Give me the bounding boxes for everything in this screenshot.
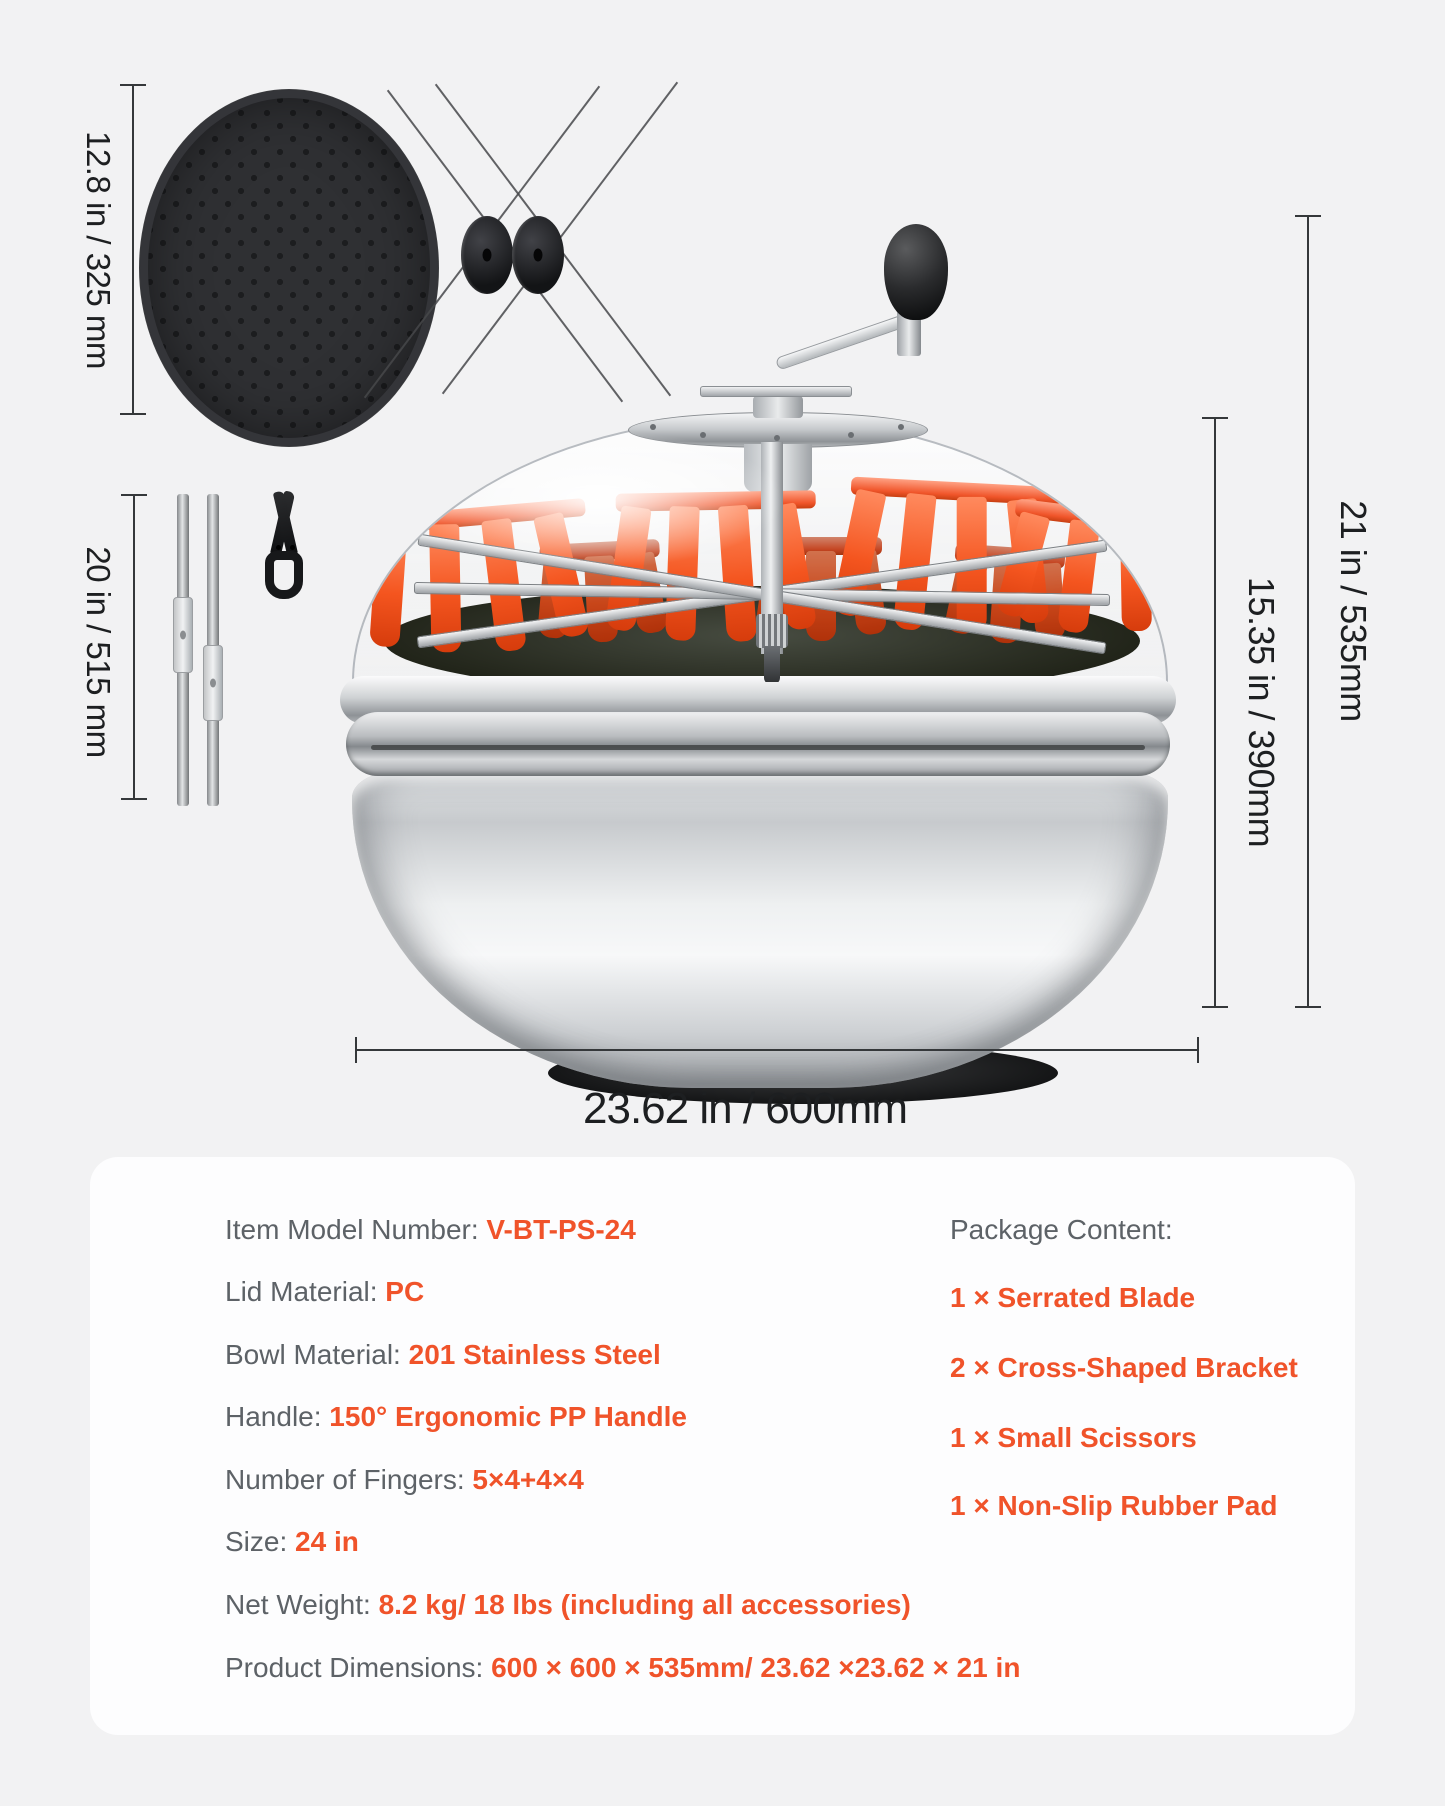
- scissors-handle: [265, 551, 303, 599]
- package-item: 1 × Small Scissors: [950, 1422, 1197, 1453]
- package-item: 1 × Serrated Blade: [950, 1282, 1196, 1313]
- pad-dimension-label: 12.8 in / 325 mm: [80, 131, 117, 369]
- spec-label: Product Dimensions:: [225, 1652, 492, 1683]
- crank-arm: [775, 313, 910, 370]
- blade-sleeve: [173, 597, 193, 673]
- plate-screw: [898, 424, 904, 430]
- spec-label: Number of Fingers:: [225, 1464, 473, 1495]
- spec-value: PC: [385, 1276, 425, 1307]
- spec-row-net-weight: [225, 1589, 911, 1621]
- spec-label: Size:: [225, 1526, 296, 1557]
- package-item: 1 × Non-Slip Rubber Pad: [950, 1490, 1278, 1521]
- spec-value: 150° Ergonomic PP Handle: [329, 1401, 687, 1432]
- spec-value: V-BT-PS-24: [486, 1214, 636, 1245]
- spec-label: Bowl Material:: [225, 1339, 409, 1370]
- spindle-tip: [764, 646, 780, 682]
- spec-row-handle: [225, 1401, 687, 1433]
- spindle-nut: [756, 614, 788, 648]
- spec-label: Net Weight:: [225, 1589, 379, 1620]
- bowl-height-dimension-label: 15.35 in / 390mm: [1241, 576, 1282, 848]
- dimension-cap: [121, 798, 147, 800]
- dimension-cap: [1295, 1006, 1321, 1008]
- dimension-cap: [120, 84, 146, 86]
- scissors-screw: [276, 545, 281, 550]
- spec-row-product-dimensions: [225, 1652, 1020, 1684]
- blade-dimension-line: [133, 494, 135, 800]
- package-item: 2 × Cross-Shaped Bracket: [950, 1352, 1298, 1383]
- plate-screw: [650, 424, 656, 430]
- diameter-dimension-label: 23.62 in / 600mm: [583, 1084, 907, 1133]
- dimension-cap: [355, 1037, 357, 1063]
- spec-panel: [90, 1157, 1355, 1735]
- scissors-screw: [290, 545, 295, 550]
- diameter-dimension-line: [355, 1049, 1199, 1051]
- pad-dimension-line: [132, 84, 134, 415]
- bracket-disc-image: [461, 216, 513, 294]
- dimension-cap: [120, 413, 146, 415]
- dimension-cap: [1202, 417, 1228, 419]
- spec-label: Handle:: [225, 1401, 330, 1432]
- rubber-pad-image: [140, 90, 438, 446]
- spec-row-fingers: [225, 1464, 584, 1496]
- dimension-cap: [1202, 1006, 1228, 1008]
- spec-row-size: [225, 1526, 359, 1558]
- bowl-height-dimension-line: [1214, 417, 1216, 1008]
- spec-value: 24 in: [295, 1526, 359, 1557]
- spec-value: 8.2 kg/ 18 lbs (including all accessories): [378, 1589, 911, 1620]
- spec-value: 5×4+4×4: [472, 1464, 584, 1495]
- total-height-dimension-line: [1307, 215, 1309, 1008]
- plate-screw: [848, 432, 854, 438]
- dimension-cap: [1197, 1037, 1199, 1063]
- spec-row-bowl-material: [225, 1339, 661, 1371]
- trimmer-bowl: [352, 772, 1168, 1088]
- dimension-cap: [1295, 215, 1321, 217]
- total-height-dimension-label: 21 in / 535mm: [1333, 500, 1374, 722]
- spec-value: 600 × 600 × 535mm/ 23.62 ×23.62 × 21 in: [491, 1652, 1021, 1683]
- dimension-cap: [121, 494, 147, 496]
- blade-sleeve: [203, 645, 223, 721]
- spec-label: Lid Material:: [225, 1276, 386, 1307]
- spec-row-lid-material: [225, 1276, 424, 1308]
- clamp-ring: [346, 712, 1170, 776]
- crank-mount-bar: [700, 386, 852, 397]
- plate-screw: [700, 432, 706, 438]
- bracket-disc-image: [512, 216, 564, 294]
- package-content-title: Package Content:: [950, 1214, 1173, 1245]
- crank-handle-knob: [884, 224, 948, 320]
- plate-screw: [774, 435, 780, 441]
- crank-boss: [753, 396, 803, 418]
- spec-label: Item Model Number:: [225, 1214, 487, 1245]
- spec-row-model: [225, 1214, 636, 1246]
- spec-value: 201 Stainless Steel: [408, 1339, 661, 1370]
- blade-dimension-label: 20 in / 515 mm: [80, 546, 117, 758]
